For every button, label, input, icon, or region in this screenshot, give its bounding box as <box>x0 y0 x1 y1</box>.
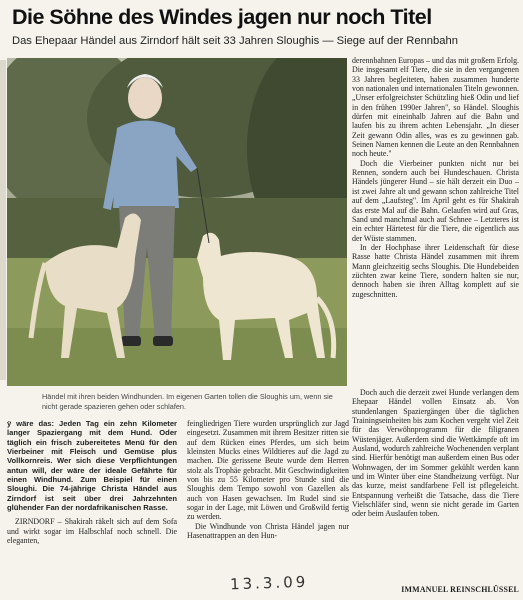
photo-woman-with-sloughis <box>7 58 347 386</box>
paragraph: ZIRNDORF – Shakirah räkelt sich auf dem Sofa und wirkt sogar im Halbschlaf noch schnell. Die eleganten, <box>7 517 177 546</box>
article-subhead: Das Ehepaar Händel aus Zirndorf hält seit 33 Jahren Sloughis — Siege auf der Rennbahn <box>12 35 458 47</box>
scan-edge <box>0 60 6 380</box>
lead-paragraph: ÿ wäre das: Jeden Tag ein zehn Kilometer langer Spaziergang mit dem Hund. Oder täglich ein frisch zubereitetes Menü für den Vierbeiner mit Fleisch und Gemüse plus Vollkornreis. Wer sich diese Verpflichtungen antun will, der wäre der ideale Gefährte für einen Windhund. Zum Beispiel für einen Sloughi. Die 74-jährige Christa Händel aus Zirndorf ist seit über drei Jahrzehnten glühender Fan der nordafrikanischen Rasse. <box>7 419 177 513</box>
column-left <box>7 419 177 545</box>
article-photo <box>7 58 347 386</box>
handwritten-date: 13.3.09 <box>229 572 309 594</box>
paragraph: Doch die Vierbeiner punkten nicht nur bei Rennen, sondern auch bei Hundeschauen. Christa Händels jüngerer Hund – sie hält derzeit ein Duo – ist zwei Jahre alt und gewann schon zahlreiche Titel auf dem „Laufsteg". Im April geht es für Shakirah das erste Mal auf die Bahn. Gelaufen wird auf Gras, Sand und manchmal auch auf Schnee – Letzteres ist ein echter Härtetest für die Tiere, die eigentlich aus der Wüste stammen. <box>352 158 519 243</box>
paragraph: feingliedrigen Tiere wurden ursprünglich zur Jagd eingesetzt. Zusammen mit ihrem Besitzer ritten sie auf dem Rücken eines Pferdes, um sich beim kleinsten Mucks eines Wildtieres auf die Jagd zu machen. Die gerissene Beute wurde dem Herren stolz als Trophäe gebracht. Mit Geschwindigkeiten von bis zu 55 Kilometer pro Stunde sind die Sloughis dem Tempo sowohl von Gazellen als auch von Hasen gewachsen. Im Rudel sind sie sogar in der Lage, mit Löwen und Großwild fertig zu werden. <box>187 419 349 522</box>
paragraph: Doch auch die derzeit zwei Hunde verlangen dem Ehepaar Händel vollen Einsatz ab. Von stundenlangen Spaziergängen über die täglichen Trainingseinheiten bis zum Kochen vergeht viel Zeit für das Verwöhnprogramm für die filigranen Wüstenjäger. Außerdem sind die Wettkämpfe oft im Ausland, wodurch zahlreiche Wochenenden verplant sind. Hierfür benötigt man außerdem einen Bus oder Wohnwagen, der im Sommer gekühlt werden kann und im Winter über eine Standheizung verfügt. Nur das kurze, meist sandfarbene Fell ist pflegeleicht. Entspannung verheißt die Tatsache, dass die Tiere Vielschläfer sind, wenn sie nicht gerade im Garten oder beim Auslaufen toben. <box>352 388 519 519</box>
author-byline: IMMANUEL REINSCHLÜSSEL <box>401 585 519 594</box>
column-middle <box>187 419 349 540</box>
photo-caption: Händel mit ihren beiden Windhunden. Im eigenen Garten tollen die Sloughis um, wenn sie nicht gerade spazieren gehen oder schlafen. <box>42 392 333 411</box>
paragraph: In der Hochphase ihrer Leidenschaft für diese Rasse hatte Christa Händel zusammen mit ihrem Mann gleichzeitig sechs Sloughis. Die Hundebeiden züchten zwar keine Tiere, sondern halten sie nur, dennoch haben sie ihren Alltag komplett auf sie zugeschnitten. <box>352 242 519 299</box>
paragraph: Die Windhunde von Christa Händel jagen nur Hasenattrappen an den Hun- <box>187 521 349 541</box>
article-headline: Die Söhne des Windes jagen nur noch Titel <box>12 5 432 29</box>
column-right-top <box>352 56 519 299</box>
paragraph: derennbahnen Europas – und das mit großem Erfolg. Die insgesamt elf Tiere, die sie in den vergangenen 33 Jahren begleiteten, haben zusammen hunderte von nationalen und internationalen Titeln gewonnen. „Unser erfolgreichster Schützling hieß Odin und lief in den frühen 1990er Jahren", so Händel. Sloughis dürfen mit eineinhalb Jahren auf die Bahn und laufen bis zu ihrem achten Lebensjahr. „In dieser Zeit gewann Odin alles, was es zu gewinnen gab. Seinen Namen kennen die Leute an den Rennbahnen noch heute." <box>352 56 519 159</box>
column-right-bottom <box>352 388 519 519</box>
